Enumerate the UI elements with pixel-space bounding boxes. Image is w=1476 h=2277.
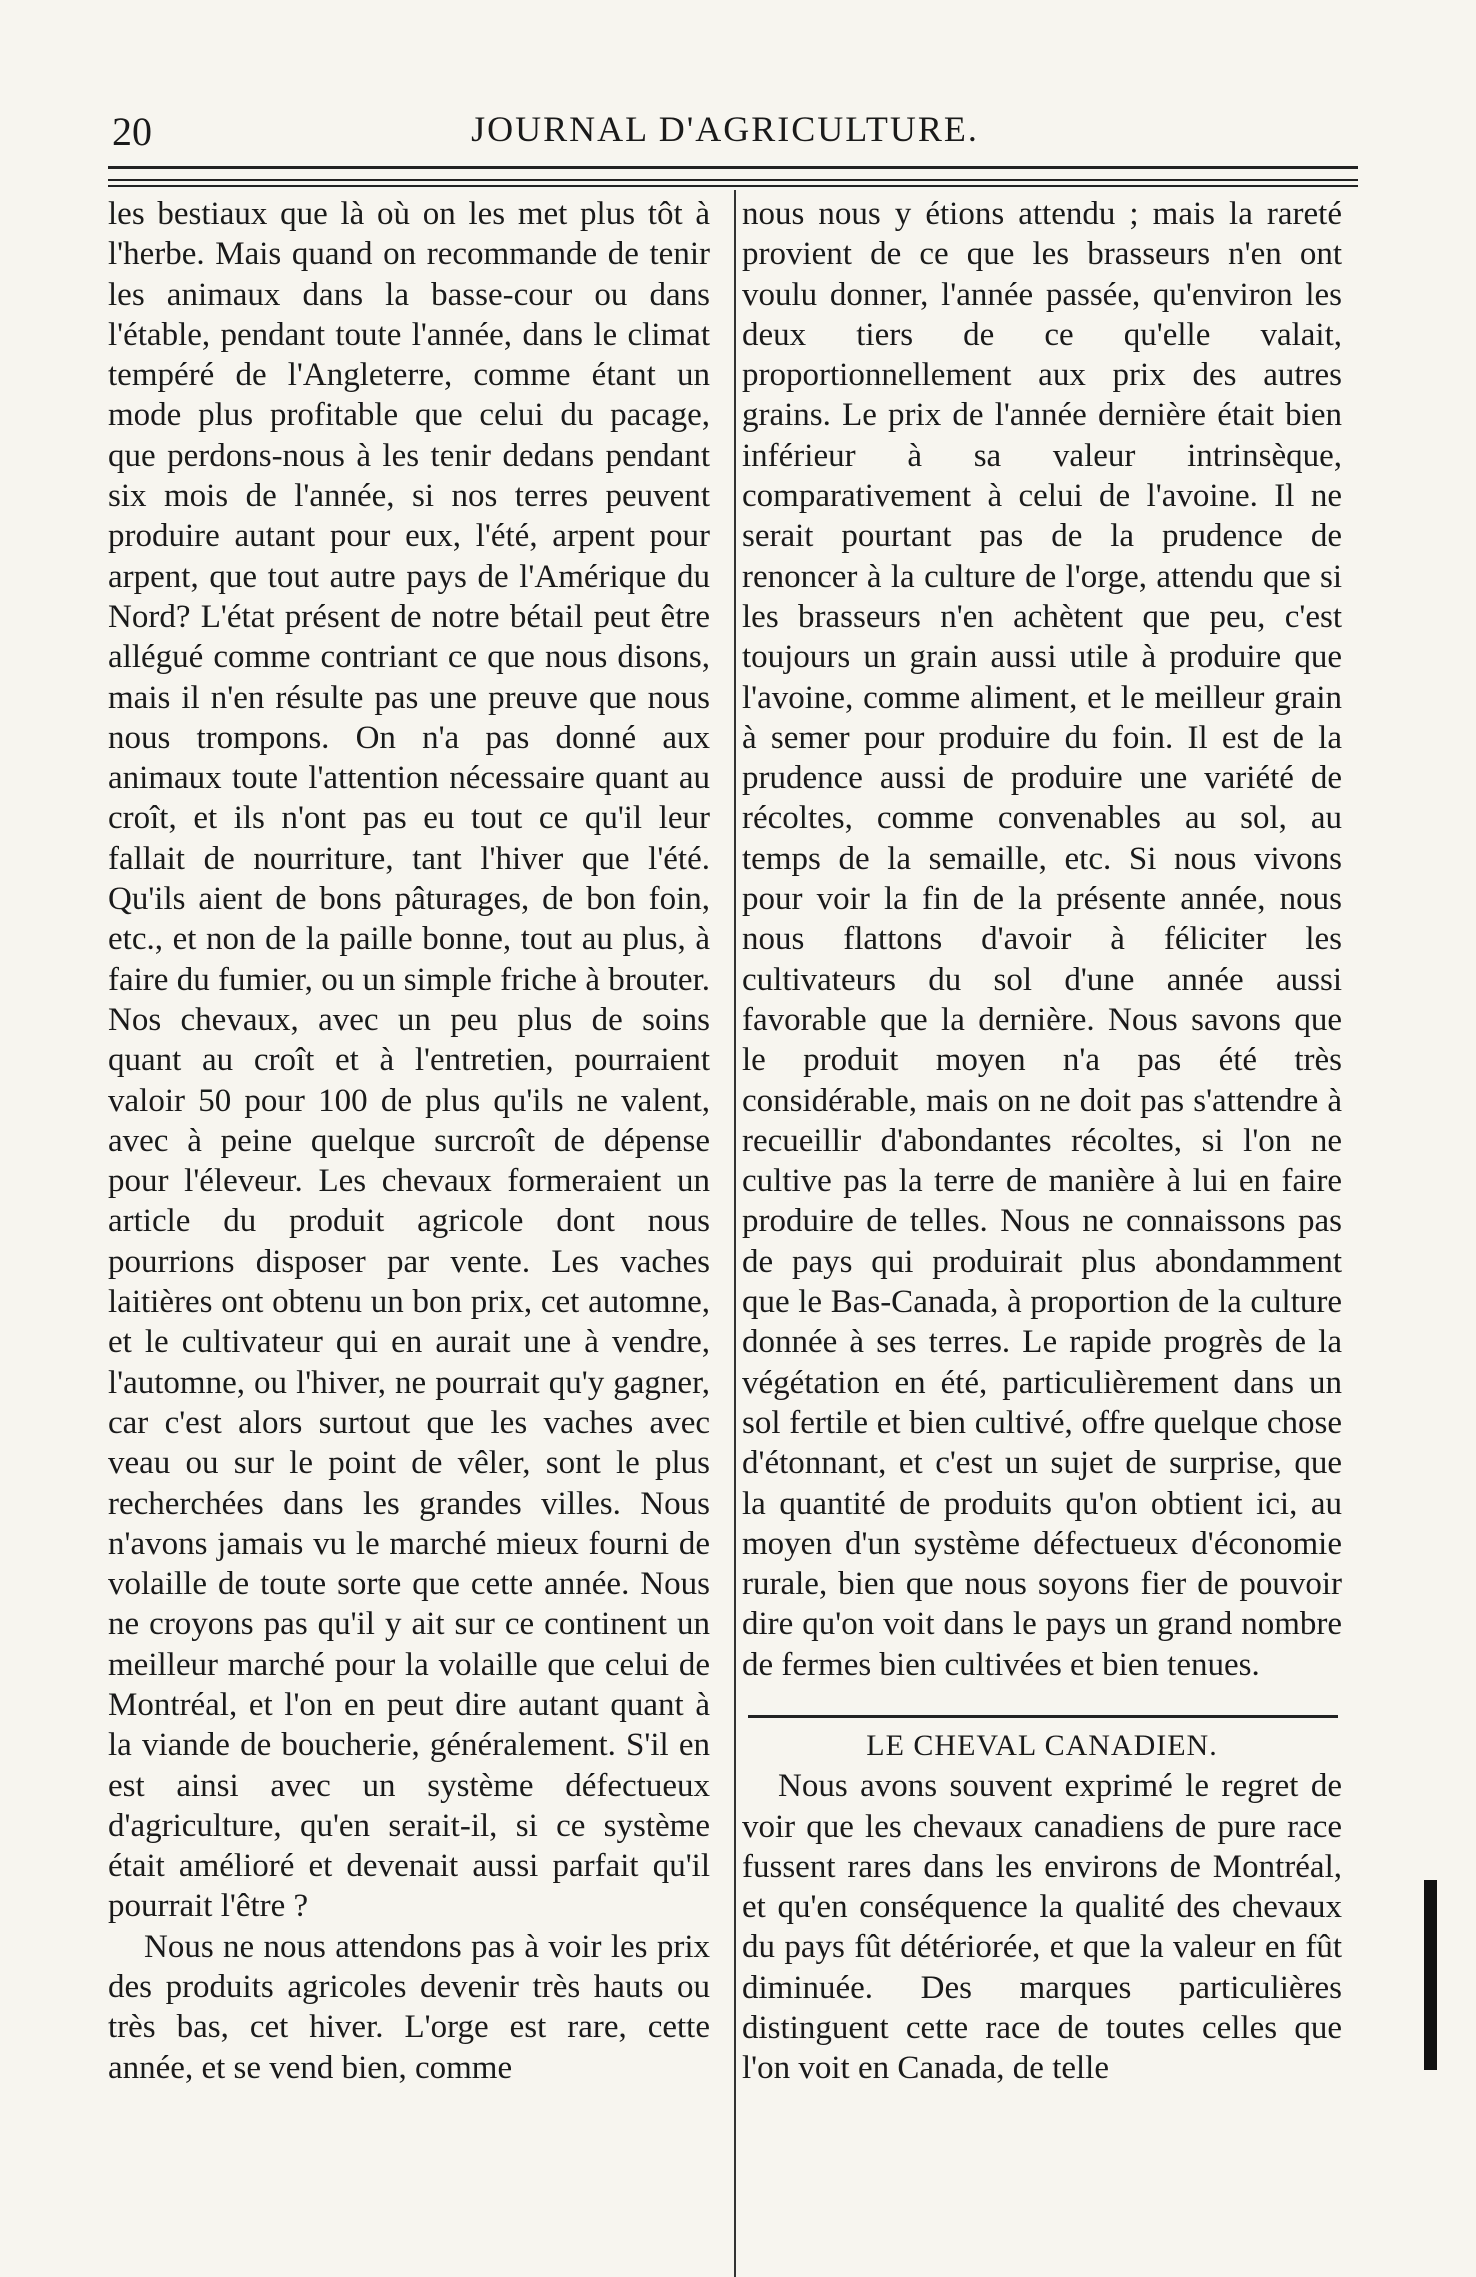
right-paragraph-2: Nous avons souvent exprimé le regret de voir que les chevaux canadiens de pure race fussent rares dans les environs de Montréal, et qu'en conséquence la qualité des chevaux du pays fût détériorée, et que la valeur en fût diminuée. Des marques particulières distinguent cette race de toutes celles que l'on voit en Canada, de telle xyxy=(742,1768,1342,2087)
header-single-rule xyxy=(108,185,1358,187)
right-paragraph-1: nous nous y étions attendu ; mais la rareté provient de ce que les brasseurs n'en ont voulu donner, l'année passée, qu'environ les deux tiers de ce qu'elle valait, proportionnellement aux prix des autres grains. Le prix de l'année dernière était bien inférieur à sa valeur intrinsèque, comparativement à celui de l'avoine. Il ne serait pourtant pas de la prudence de renoncer à la culture de l'orge, attendu que si les brasseurs n'en achètent que peu, c'est toujours un grain aussi utile à produire que l'avoine, comme aliment, et le meilleur grain à semer pour produire du foin. Il est de la prudence aussi de produire une variété de récoltes, comme convenables au sol, au temps de la semaille, etc. Si nous vivons pour voir la fin de la présente année, nous nous flattons d'avoir à féliciter les cultivateurs du sol d'une année aussi favorable que la dernière. Nous savons que le produit moyen n'a pas été très considérable, mais on ne doit pas s'attendre à recueillir d'abondantes récoltes, si l'on ne cultive pas la terre de manière à lui en faire produire de telles. Nous ne connaissons pas de pays qui produirait plus abondamment que le Bas-Canada, à proportion de la culture donnée à ses terres. Le rapide progrès de la végétation en été, particulièrement dans un sol fertile et bien cultivé, offre quelque chose d'étonnant, et c'est un sujet de surprise, que la quantité de produits qu'on obtient ici, au moyen d'un système défectueux d'économie rurale, bien que nous soyons fier de pouvoir dire qu'on voit dans le pays un grand nombre de fermes bien cultivées et bien tenues. xyxy=(742,196,1342,1683)
running-title: JOURNAL D'AGRICULTURE. xyxy=(471,109,979,149)
margin-bar xyxy=(1424,1880,1437,2070)
article-separator-rule xyxy=(748,1715,1338,1718)
left-paragraph-2: Nous ne nous attendons pas à voir les prix des produits agricoles devenir très hauts ou très bas, cet hiver. L'orge est rare, cette année, et se vend bien, comme xyxy=(108,1928,710,2086)
header-double-rule xyxy=(108,166,1358,181)
column-divider xyxy=(734,190,736,2277)
page-header xyxy=(100,108,1350,158)
left-paragraph-1: les bestiaux que là où on les met plus tôt à l'herbe. Mais quand on recommande de tenir les animaux dans la basse-cour ou dans l'étable, pendant toute l'année, dans le climat tempéré de l'Angleterre, comme étant un mode plus profitable que celui du pacage, que perdons-nous à les tenir dedans pendant six mois de l'année, si nos terres peuvent produire autant pour eux, l'été, arpent pour arpent, que tout autre pays de l'Amérique du Nord? L'état présent de notre bétail peut être allégué comme contriant ce que nous disons, mais il n'en résulte pas une preuve que nous nous trompons. On n'a pas donné aux animaux toute l'attention nécessaire quant au croît, et ils n'ont pas eu tout ce qu'il leur fallait de nourriture, tant l'hiver que l'été. Qu'ils aient de bons pâturages, de bon foin, etc., et non de la paille bonne, tout au plus, à faire du fumier, ou un simple friche à brouter. Nos chevaux, avec un peu plus de soins quant au croît et à l'entretien, pourraient valoir 50 pour 100 de plus qu'ils ne valent, avec à peine quelque surcroît de dépense pour l'éleveur. Les chevaux formeraient un article du produit agricole dont nous pourrions disposer par vente. Les vaches laitières ont obtenu un bon prix, cet automne, et le cultivateur qui en aurait une à vendre, l'automne, ou l'hiver, ne pourrait qu'y gagner, car c'est alors surtout que les vaches avec veau ou sur le point de vêler, sont le plus recherchées dans les grandes villes. Nous n'avons jamais vu le marché mieux fourni de volaille de toute sorte que cette année. Nous ne croyons pas qu'il y ait sur ce continent un meilleur marché pour la volaille que celui de Montréal, et l'on en peut dire autant quant à la viande de boucherie, généralement. S'il en est ainsi avec un système défectueux d'agriculture, qu'en serait-il, si ce système était amélioré et devenait aussi parfait qu'il pourrait l'être ? xyxy=(108,196,710,1925)
page-number: 20 xyxy=(112,109,152,154)
left-column xyxy=(108,194,710,2088)
section-title: LE CHEVAL CANADIEN. xyxy=(866,1728,1218,1762)
right-column xyxy=(742,194,1342,2089)
